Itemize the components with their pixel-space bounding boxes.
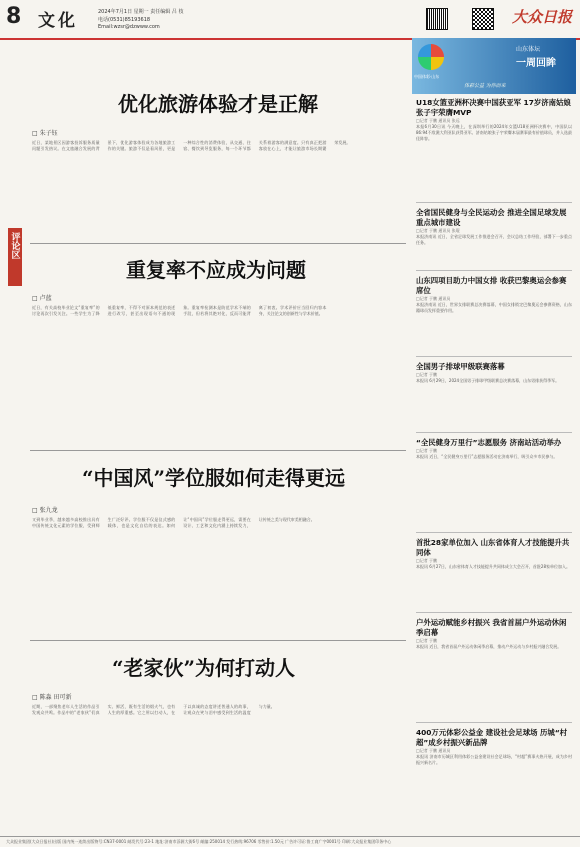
news-body: 本报讯 济南市历城区利用体彩公益金建设社会足球场，“村超”赛事火热开展，成为乡村振兴新名片。: [416, 754, 572, 765]
news-title: 户外运动赋能乡村振兴 我省首届户外运动休闲季启幕: [416, 618, 567, 637]
barcode-icon: [426, 8, 448, 30]
news-body: 本报讯 6月29日，2024全国男子排球甲级联赛总决赛落幕，山东男排获得季军。: [416, 378, 560, 383]
news-title: “全民健身万里行”志愿服务 济南站活动举办: [416, 438, 562, 447]
news-title: 首批28家单位加入 山东省体育人才技能提升共同体: [416, 538, 570, 557]
divider: [416, 202, 572, 203]
article-author: □ 张九龙: [32, 507, 58, 514]
divider: [416, 270, 572, 271]
news-title: 山东四项目助力中国女排 收获巴黎奥运会参赛席位: [416, 276, 567, 295]
banner-slogan: 体彩公益 为你而来: [464, 83, 506, 89]
section-title: 文化: [38, 11, 78, 31]
article-body: 近期，一部聚焦老年人生活的作品引发观众共鸣。作品中的“老家伙”们真实、鲜活，既有生活的烟火气，也有人生的厚重感。它之所以打动人，在于以真诚的态度讲述普通人的故事，让观众在笑与泪中感受到生活的温度与力量。: [32, 704, 275, 716]
article-title: “中国风”学位服如何走得更远: [82, 466, 346, 490]
divider: [30, 450, 406, 451]
divider: [416, 432, 572, 433]
footer-text: 大众报业集团(大众日报社)出版 国内统一连续出版物号:CN37-0001 邮发代号:23-1 地址:济南市泺源大街6号 邮编:250014 发行热线:96706 零售价:1.50元 广告许可证:鲁工商广字0001号 印刷:大众报业集团印务中心: [6, 839, 392, 844]
news-meta: □记者 于鹏 通讯员: [416, 296, 451, 301]
news-item: [416, 618, 572, 724]
news-title: 全省国民健身与全民运动会 推进全国足球发展重点城市建设: [416, 208, 567, 227]
news-item: [416, 438, 572, 524]
article-author: □ 朱子钰: [32, 130, 58, 137]
news-item: [416, 276, 572, 358]
news-item: [416, 362, 572, 428]
sports-weekly-banner: [412, 38, 576, 94]
news-body: 本报讯 近日，“全民健身万里行”志愿服务活动在济南举行，吸引众多市民参与。: [416, 454, 558, 459]
article-author: □ 陈淼 田可新: [32, 694, 72, 701]
page-footer: [0, 836, 580, 847]
divider: [30, 640, 406, 641]
article-title: 优化旅游体验才是正解: [118, 92, 318, 116]
news-item: [416, 208, 572, 274]
news-meta: □记者 于鹏 通讯员 张琨: [416, 228, 460, 233]
strip-label: 评论区: [9, 232, 20, 259]
divider: [30, 243, 406, 244]
news-meta: □记者 于鹏 通讯员 张远: [416, 118, 460, 123]
qr-code-icon: [472, 8, 494, 30]
banner-title: 一周回眸: [516, 58, 556, 69]
news-item: [416, 538, 572, 614]
news-title: U18女篮亚洲杯决赛中国获亚军 17岁济南姑娘张子宇荣膺MVP: [416, 98, 571, 117]
divider: [416, 612, 572, 613]
news-body: 本报6月30日讯 今天晚上，在深圳举行的2024年女篮U18亚洲杯决赛中，中国队以86:94不敌澳大利亚队获得亚军。济南姑娘张子宇荣膺本届赛事最有价值球员，并入选最佳阵容。: [416, 124, 572, 141]
news-item: [416, 728, 572, 816]
news-meta: □记者 于鹏: [416, 638, 438, 643]
news-item: [416, 98, 572, 190]
date-line: 2024年7月1日 星期一 责任编辑 吕 枝: [98, 9, 184, 15]
news-body: 本报济南讯 近日，世界女排联赛总决赛落幕，中国女排锁定巴黎奥运会参赛资格，山东籍球员发挥重要作用。: [416, 302, 572, 313]
news-meta: □记者 于鹏 通讯员: [416, 748, 451, 753]
article-body: 近日，某地景区因游客投诉服务质量问题引发热议。在文旅融合发展的背景下，优化游客体验成为各地旅游工作的关键。旅游不仅是看风景，更是一种综合性的消费体验，从交通、住宿、餐饮到导览服务，每一个环节都关系着游客的满意度。只有真正把游客放在心上，才能让旅游市场长期繁荣发展。: [32, 140, 351, 152]
email-line: Email:wzsr@dzwww.com: [98, 24, 160, 30]
lottery-logo-icon: [418, 44, 444, 70]
article-title: 重复率不应成为问题: [126, 258, 306, 282]
news-meta: □记者 于鹏: [416, 448, 438, 453]
article-body: 近日，有关高校毕业论文“重复率”的讨论再次引发关注。一些学生为了降低重复率，不得不对原本规范的表述进行改写，甚至出现语句不通的现象。重复率检测本是防范学术不端的手段，但若将其绝对化，反而可能背离了初衷。学术评价应当回归内容本身，关注论文的创新性与学术价值。: [32, 305, 327, 317]
banner-subtitle: 山东体坛: [516, 46, 541, 53]
news-body: 本报讯 近日，我省首届户外运动休闲季启幕，推动户外运动与乡村振兴融合发展。: [416, 644, 562, 649]
logo-text: 中国体彩·山东: [414, 74, 440, 79]
article-title: “老家伙”为何打动人: [112, 656, 296, 680]
masthead-logo: 大众日报: [512, 8, 573, 26]
comment-section-strip: [8, 228, 22, 286]
news-title: 全国男子排球甲级联赛落幕: [416, 362, 505, 371]
news-title: 400万元体彩公益金 建设社会足球场 历城“村超”成乡村振兴新品牌: [416, 728, 568, 747]
divider: [416, 532, 572, 533]
news-meta: □记者 于鹏: [416, 558, 438, 563]
divider: [416, 356, 572, 357]
page-number: 8: [6, 4, 22, 29]
article-author: □ 卢蓝: [32, 295, 52, 302]
news-meta: □记者 于鹏: [416, 372, 438, 377]
article-body: 又到毕业季，越来越多高校推出具有中国传统文化元素的学位服，受到师生广泛好评。学位服不仅是仪式感的载体，也是文化自信的表达。如何让“中国风”学位服走得更远，需要在设计、工艺和文化内涵上持续发力，让传统之美与现代审美相融合。: [32, 517, 315, 529]
phone-line: 电话(0531)85193618: [98, 17, 151, 23]
divider: [416, 722, 572, 723]
news-list: [416, 98, 572, 834]
news-body: 本报讯 6月27日，山东省体育人才技能提升共同体成立大会召开，首批28家单位加入。: [416, 564, 570, 569]
news-body: 本报济南讯 近日，全省足球发展工作推进会召开，会议总结工作经验，部署下一步重点任务。: [416, 234, 572, 245]
